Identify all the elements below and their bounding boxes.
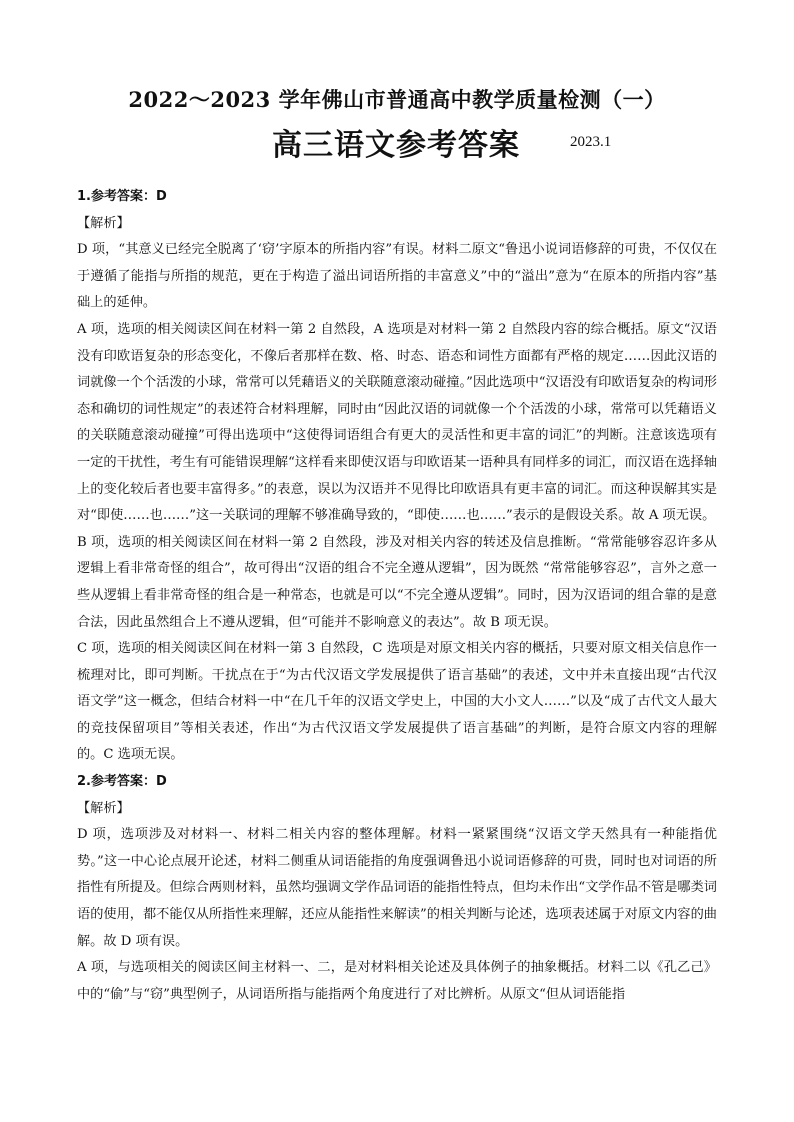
answer-content [77, 184, 717, 1008]
question-1-analysis-label: 【解析】 [77, 215, 130, 231]
question-2-paragraph: D 项，选项涉及对材料一、材料二相关内容的整体理解。材料一紧紧围绕“汉语文学天然具有一种能指优势。”这一中心论点展开论述，材料二侧重从词语能指的角度强调鲁迅小说词语修辞的可贵，同时也对词语的所指性有所提及。但综合两则材料，虽然均强调文学作品词语的能指性特点，但均未作出“文学作品不管是哪类词语的使用，都不能仅从所指性来理解，还应从能指性来解读”的相关判断与论述，选项表述属于对原文内容的曲解。故 D 项有误。 [77, 827, 717, 949]
question-1-paragraph: C 项，选项的相关阅读区间在材料一第 3 自然段，C 选项是对原文相关内容的概括，只要对原文相关信息作一梳理对比，即可判断。干扰点在于“为古代汉语文学发展提供了语言基础”的表述，文中并未直接出现“古代汉语文学”这一概念，但结合材料一中“在几千年的汉语文学史上，中国的大小文人……”以及“成了古代文人最大的竞技保留项目”等相关表述，作出“为古代汉语文学发展提供了语言基础”的判断，是符合原文内容的理解的。C 选项无误。 [77, 641, 717, 763]
question-2-analysis-label: 【解析】 [77, 800, 130, 816]
question-2-heading: 2.参考答案：D [77, 774, 167, 790]
question-2-paragraph: A 项，与选项相关的阅读区间主材料一、二，是对材料相关论述及具体例子的抽象概括。材料二以《孔乙己》中的“偷”与“窃”典型例子，从词语所指与能指两个角度进行了对比辨析。从原文“但从词语能指 [77, 960, 717, 1002]
document-title: 2022～2023 学年佛山市普通高中教学质量检测（一） [128, 87, 666, 112]
document-date: 2023.1 [570, 134, 612, 150]
question-1-paragraph: B 项，选项的相关阅读区间在材料一第 2 自然段，涉及对相关内容的转述及信息推断。“常常能够容忍许多从逻辑上看非常奇怪的组合”，故可得出“汉语的组合不完全遵从逻辑”，因为既然 “常常能够容忍”，言外之意一些从逻辑上看非常奇怪的组合是一种常态，也就是可以“不完全遵从逻辑”。同时，因为汉语词的组合靠的是意合法，因此虽然组合上不遵从逻辑，但“可能并不影响意义的表达”。故 B 项无误。 [77, 534, 717, 630]
question-1-heading: 1.参考答案：D [77, 189, 167, 204]
question-1-paragraph: D 项，“其意义已经完全脱离了‘窃’字原本的所指内容”有误。材料二原文“鲁迅小说词语修辞的可贵，不仅仅在于遵循了能指与所指的规范，更在于构造了溢出词语所指的丰富意义”中的“溢出”意为“在原本的所指内容”基础上的延伸。 [77, 242, 717, 311]
document-subtitle: 高三语文参考答案 [272, 128, 520, 163]
question-1-paragraph: A 项，选项的相关阅读区间在材料一第 2 自然段，A 选项是对材料一第 2 自然段内容的综合概括。原文“汉语没有印欧语复杂的形态变化，不像后者那样在数、格、时态、语态和词性方面都有严格的规定……因此汉语的词就像一个个活泼的小球，常常可以凭藉语义的关联随意滚动碰撞。”因此选项中“汉语没有印欧语复杂的构词形态和确切的词性规定”的表述符合材料理解，同时由“因此汉语的词就像一个个活泼的小球，常常可以凭藉语义的关联随意滚动碰撞”可得出选项中“这使得词语组合有更大的灵活性和更丰富的词汇”的判断。注意该选项有一定的干扰性，考生有可能错误理解“这样看来即使汉语与印欧语某一语种具有同样多的词汇，而汉语在选择轴上的变化较后者也要丰富得多。”的表意，误以为汉语并不见得比印欧语具有更丰富的词汇。而这种误解其实是对“即使……也……”这一关联词的理解不够准确导致的，“即使……也……”表示的是假设关系。故 A 项无误。 [77, 321, 717, 524]
subtitle-row [0, 120, 794, 163]
